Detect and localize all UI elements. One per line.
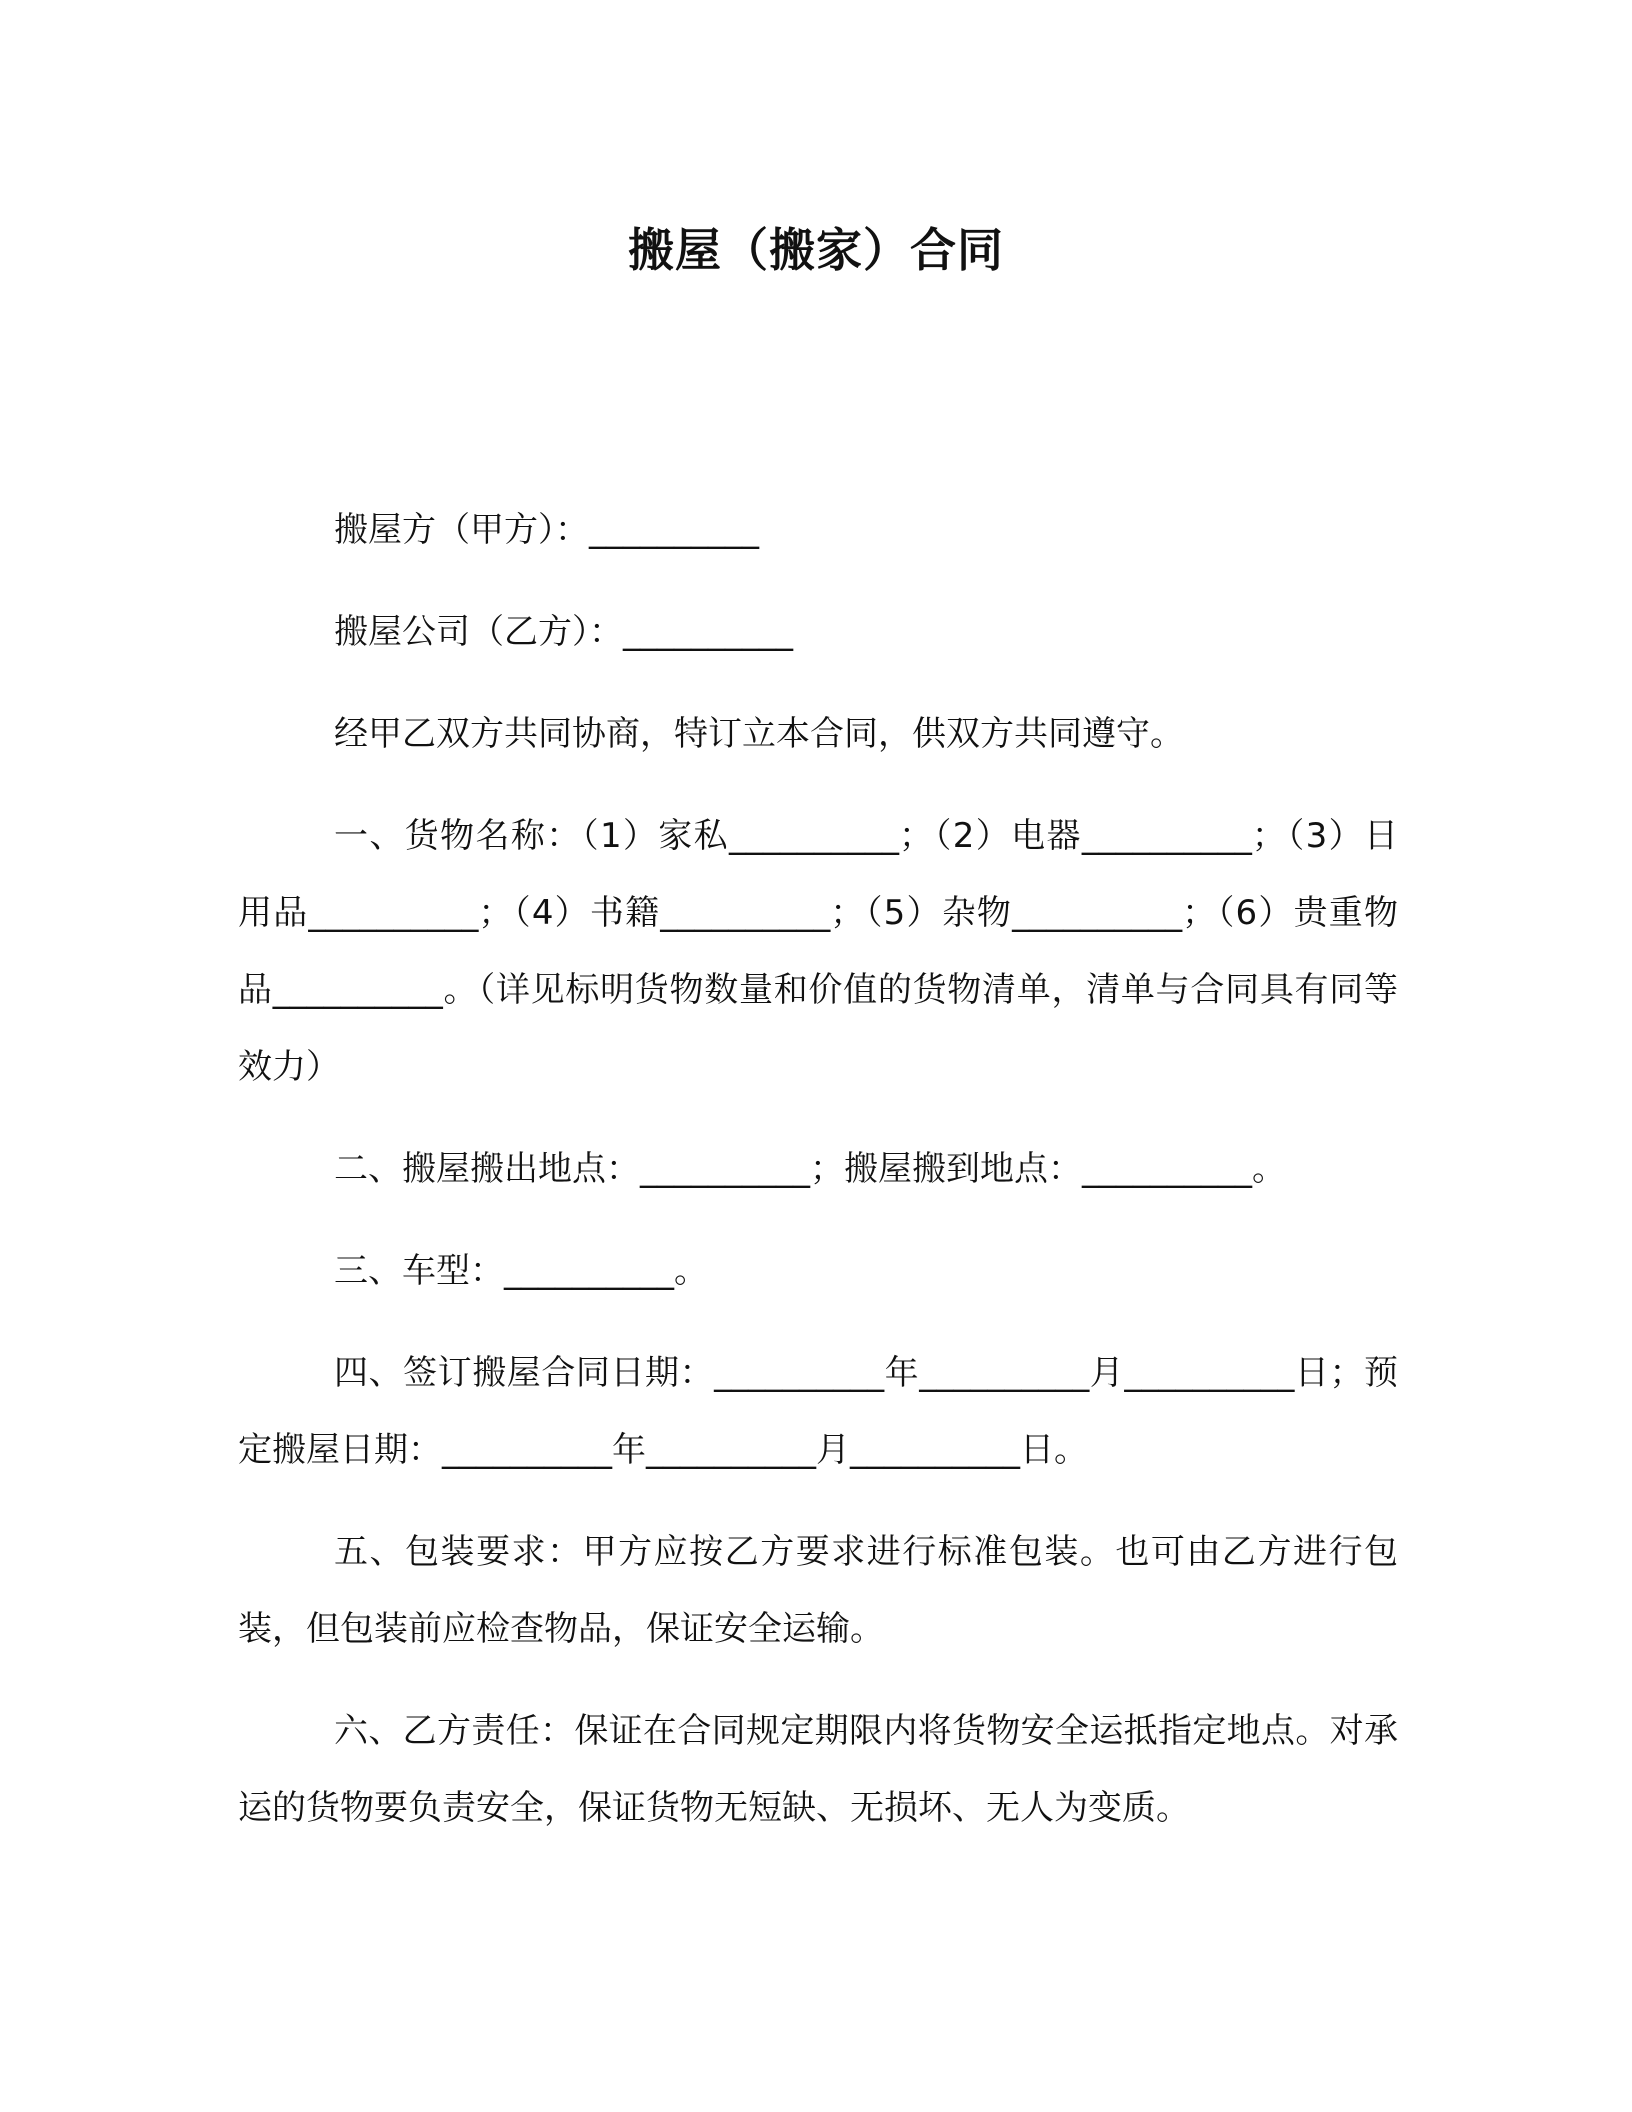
party-a-line: 搬屋方（甲方）：__________ — [334, 510, 759, 550]
clause-packaging: 五、包装要求：甲方应按乙方要求进行标准包装。也可由乙方进行包装，但包装前应检查物品，保证安全运输。 — [238, 1532, 1398, 1649]
contract-title: 搬屋（搬家）合同 — [628, 223, 1004, 277]
clause-party-b-responsibility: 六、乙方责任：保证在合同规定期限内将货物安全运抵指定地点。对承运的货物要负责安全，保证货物无短缺、无损坏、无人为变质。 — [238, 1711, 1398, 1828]
clause-dates: 四、签订搬屋合同日期：__________年__________月__________日；预定搬屋日期：__________年__________月__________日。 — [238, 1353, 1398, 1470]
clause-goods-names: 一、货物名称：（1）家私__________；（2）电器__________；（3）日用品__________；（4）书籍__________；（5）杂物__________；（6）贵重物品__________。（详见标明货物数量和价值的货物清单，清单与合同具有同等效力） — [238, 816, 1398, 1087]
agreement-intro: 经甲乙双方共同协商，特订立本合同，供双方共同遵守。 — [334, 714, 1184, 754]
clause-vehicle-type: 三、车型：__________。 — [334, 1251, 708, 1291]
clause-locations: 二、搬屋搬出地点：__________；搬屋搬到地点：__________。 — [334, 1149, 1286, 1189]
party-b-line: 搬屋公司（乙方）：__________ — [334, 612, 793, 652]
contract-body — [238, 492, 1398, 1872]
